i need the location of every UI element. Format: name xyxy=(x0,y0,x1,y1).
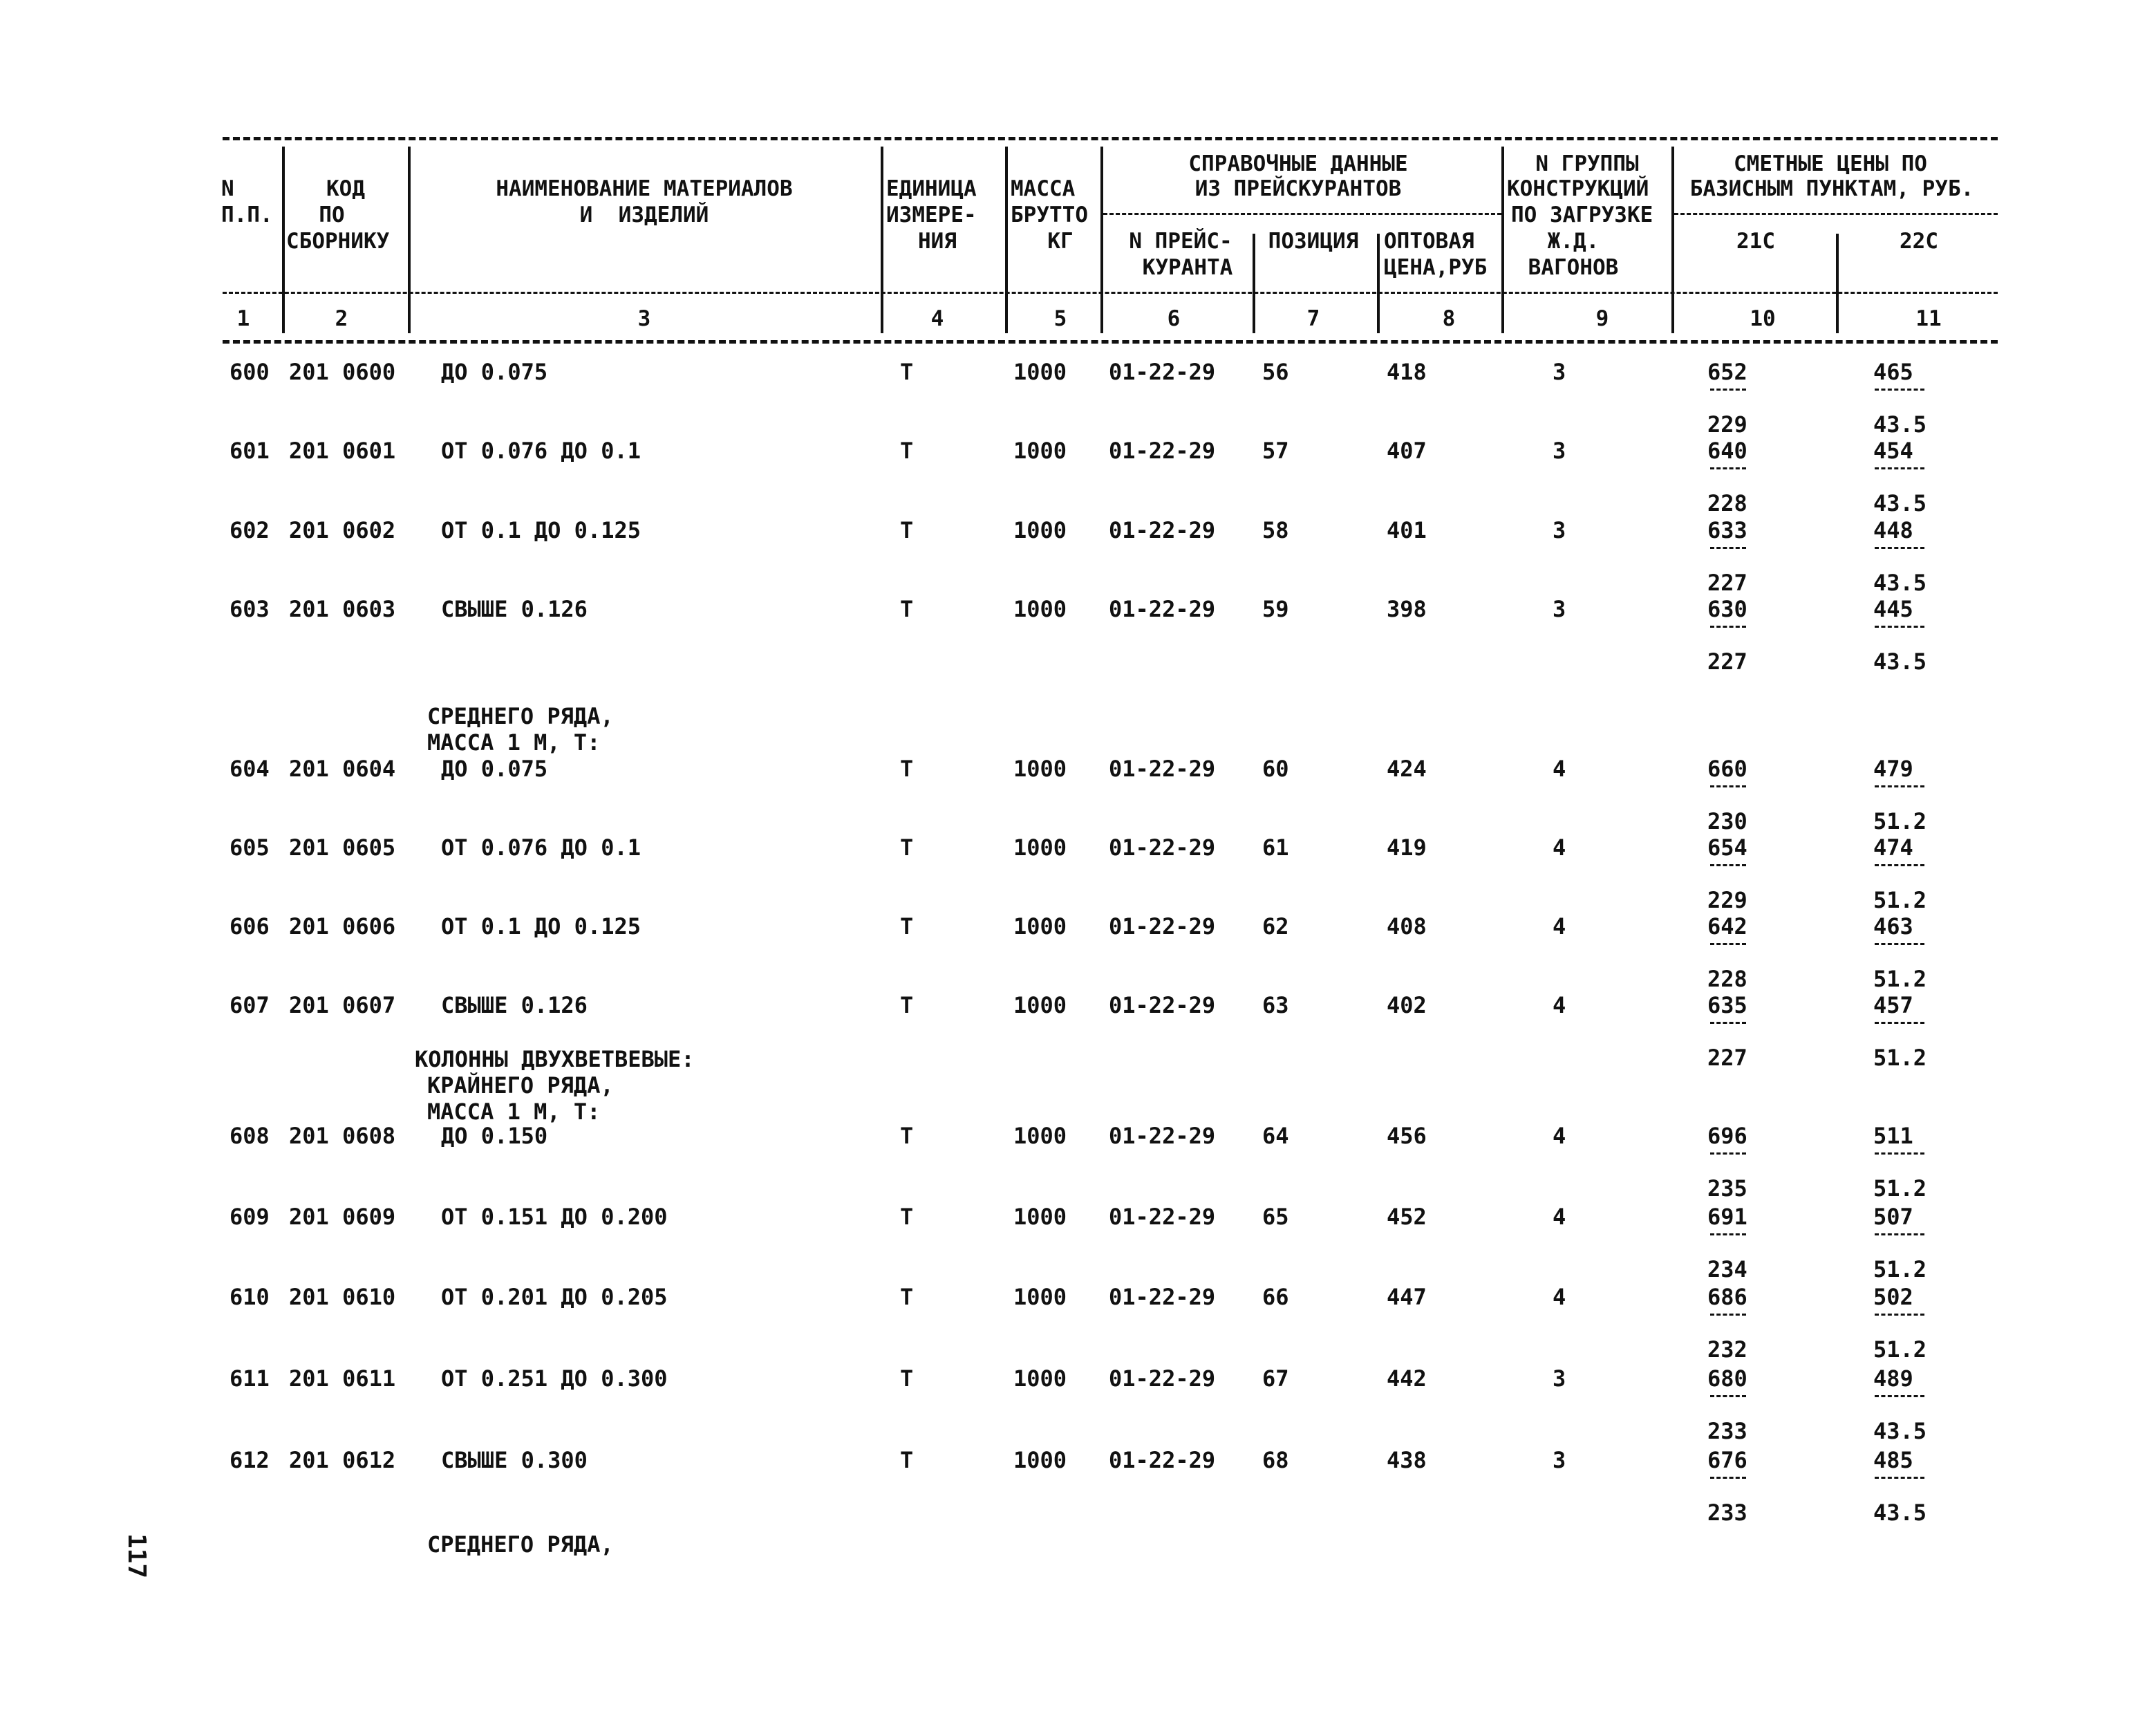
row-unit: Т xyxy=(900,1365,914,1392)
row-group: 3 xyxy=(1553,1447,1566,1473)
row-price-21c-top: 660 xyxy=(1707,756,1747,782)
row-wholesale-price: 401 xyxy=(1387,517,1427,543)
row-price-22c-top: 507 xyxy=(1873,1204,1913,1230)
header-label: БРУТТО xyxy=(1011,203,1088,227)
header-label: ЦЕНА,РУБ xyxy=(1384,255,1488,280)
fraction-bar xyxy=(1710,626,1746,628)
header-label: КГ xyxy=(1047,229,1074,254)
row-mass: 1000 xyxy=(1013,1447,1067,1473)
row-price-22c-top: 485 xyxy=(1873,1447,1913,1473)
header-label: ОПТОВАЯ xyxy=(1384,229,1474,254)
row-code: 201 0606 xyxy=(289,913,396,940)
row-mass: 1000 xyxy=(1013,1365,1067,1392)
row-wholesale-price: 456 xyxy=(1387,1123,1427,1149)
row-unit: Т xyxy=(900,1447,914,1473)
header-label: N xyxy=(221,176,234,201)
subheading: КОЛОННЫ ДВУХВЕТВЕВЫЕ: xyxy=(415,1046,695,1072)
row-price-21c-top: 633 xyxy=(1707,517,1747,543)
row-price-22c-bottom: 43.5 xyxy=(1873,490,1927,516)
row-price-22c-top: 454 xyxy=(1873,438,1913,464)
header-label: СБОРНИКУ xyxy=(286,229,390,254)
col-divider xyxy=(408,147,411,307)
col-number: 9 xyxy=(1595,306,1609,331)
row-number: 607 xyxy=(229,992,270,1018)
header-label: 22С xyxy=(1900,229,1938,254)
fraction-bar xyxy=(1875,626,1924,628)
row-position: 64 xyxy=(1262,1123,1289,1149)
row-group: 4 xyxy=(1553,992,1566,1018)
row-mass: 1000 xyxy=(1013,756,1067,782)
header-bottom-rule xyxy=(223,340,1998,344)
fraction-bar xyxy=(1875,389,1924,391)
row-price-21c-bottom: 228 xyxy=(1707,490,1747,516)
row-wholesale-price: 407 xyxy=(1387,438,1427,464)
row-wholesale-price: 419 xyxy=(1387,834,1427,861)
col-divider xyxy=(881,307,883,333)
fraction-bar xyxy=(1875,467,1924,469)
header-label: НАИМЕНОВАНИЕ МАТЕРИАЛОВ xyxy=(496,176,793,201)
header-top-rule xyxy=(223,137,1998,140)
row-group: 3 xyxy=(1553,438,1566,464)
subheading: КРАЙНЕГО РЯДА, xyxy=(427,1072,614,1099)
row-position: 58 xyxy=(1262,517,1289,543)
row-price-21c-bottom: 234 xyxy=(1707,1256,1747,1282)
col-number: 3 xyxy=(637,306,651,331)
row-code: 201 0602 xyxy=(289,517,396,543)
row-mass: 1000 xyxy=(1013,834,1067,861)
row-price-list: 01-22-29 xyxy=(1109,913,1216,940)
row-unit: Т xyxy=(900,756,914,782)
price-group-rule xyxy=(1674,213,1998,215)
row-price-22c-bottom: 51.2 xyxy=(1873,1045,1927,1071)
row-position: 66 xyxy=(1262,1284,1289,1310)
row-price-21c-bottom: 233 xyxy=(1707,1500,1747,1526)
ref-group-rule xyxy=(1103,213,1501,215)
row-mass: 1000 xyxy=(1013,438,1067,464)
col-divider xyxy=(1836,307,1839,333)
row-position: 56 xyxy=(1262,359,1289,385)
header-label: N ПРЕЙС- xyxy=(1129,229,1232,254)
row-price-list: 01-22-29 xyxy=(1109,992,1216,1018)
row-name: ОТ 0.1 ДО 0.125 xyxy=(441,913,641,940)
header-label: 21С xyxy=(1736,229,1775,254)
row-price-list: 01-22-29 xyxy=(1109,596,1216,622)
row-price-21c-top: 652 xyxy=(1707,359,1747,385)
row-mass: 1000 xyxy=(1013,1204,1067,1230)
row-group: 4 xyxy=(1553,834,1566,861)
row-mass: 1000 xyxy=(1013,913,1067,940)
row-price-21c-top: 680 xyxy=(1707,1365,1747,1392)
fraction-bar xyxy=(1875,1395,1924,1397)
row-unit: Т xyxy=(900,359,914,385)
col-divider xyxy=(1501,307,1504,333)
col-divider xyxy=(1005,147,1008,307)
row-price-21c-bottom: 227 xyxy=(1707,648,1747,675)
col-divider xyxy=(1671,307,1674,333)
row-wholesale-price: 442 xyxy=(1387,1365,1427,1392)
row-mass: 1000 xyxy=(1013,1284,1067,1310)
col-divider xyxy=(1836,234,1839,307)
row-price-21c-top: 640 xyxy=(1707,438,1747,464)
row-number: 609 xyxy=(229,1204,270,1230)
row-group: 3 xyxy=(1553,359,1566,385)
col1-header xyxy=(221,178,234,200)
header-label: МАССА xyxy=(1011,176,1076,201)
row-name: ОТ 0.251 ДО 0.300 xyxy=(441,1365,668,1392)
row-number: 604 xyxy=(229,756,270,782)
subheading: СРЕДНЕГО РЯДА, xyxy=(427,1531,614,1558)
row-price-21c-top: 654 xyxy=(1707,834,1747,861)
row-group: 4 xyxy=(1553,1204,1566,1230)
row-name: ОТ 0.076 ДО 0.1 xyxy=(441,834,641,861)
row-code: 201 0607 xyxy=(289,992,396,1018)
row-price-list: 01-22-29 xyxy=(1109,1204,1216,1230)
col-divider xyxy=(1005,307,1008,333)
row-unit: Т xyxy=(900,517,914,543)
row-price-21c-bottom: 229 xyxy=(1707,887,1747,913)
row-unit: Т xyxy=(900,438,914,464)
col-divider xyxy=(1100,307,1103,333)
fraction-bar xyxy=(1710,467,1746,469)
header-label: ИЗМЕРЕ- xyxy=(886,203,977,227)
header-label: И ИЗДЕЛИЙ xyxy=(579,203,709,227)
row-price-22c-top: 479 xyxy=(1873,756,1913,782)
row-unit: Т xyxy=(900,1284,914,1310)
row-unit: Т xyxy=(900,1204,914,1230)
col-number: 5 xyxy=(1053,306,1067,331)
row-code: 201 0608 xyxy=(289,1123,396,1149)
col-divider xyxy=(1253,307,1255,333)
fraction-bar xyxy=(1710,864,1746,866)
row-name: ОТ 0.151 ДО 0.200 xyxy=(441,1204,668,1230)
row-price-22c-top: 474 xyxy=(1873,834,1913,861)
fraction-bar xyxy=(1875,1314,1924,1316)
row-group: 3 xyxy=(1553,596,1566,622)
header-label: ПО ЗАГРУЗКЕ xyxy=(1511,203,1653,227)
row-name: СВЫШЕ 0.126 xyxy=(441,596,588,622)
row-price-21c-top: 676 xyxy=(1707,1447,1747,1473)
fraction-bar xyxy=(1710,1233,1746,1235)
header-label: КУРАНТА xyxy=(1142,255,1233,280)
row-price-22c-top: 463 xyxy=(1873,913,1913,940)
row-price-22c-bottom: 43.5 xyxy=(1873,648,1927,675)
col-number: 6 xyxy=(1167,306,1181,331)
row-number: 601 xyxy=(229,438,270,464)
row-number: 608 xyxy=(229,1123,270,1149)
row-code: 201 0601 xyxy=(289,438,396,464)
row-wholesale-price: 408 xyxy=(1387,913,1427,940)
header-label: КОНСТРУКЦИЙ xyxy=(1507,176,1649,201)
header-label: N ГРУППЫ xyxy=(1535,151,1639,176)
row-name: СВЫШЕ 0.300 xyxy=(441,1447,588,1473)
row-price-list: 01-22-29 xyxy=(1109,1284,1216,1310)
row-group: 3 xyxy=(1553,1365,1566,1392)
subheading: МАССА 1 М, Т: xyxy=(427,729,601,756)
row-price-22c-top: 465 xyxy=(1873,359,1913,385)
col-divider xyxy=(1671,147,1674,307)
row-wholesale-price: 452 xyxy=(1387,1204,1427,1230)
row-price-21c-bottom: 235 xyxy=(1707,1175,1747,1202)
row-price-22c-top: 489 xyxy=(1873,1365,1913,1392)
row-price-21c-top: 691 xyxy=(1707,1204,1747,1230)
row-price-21c-top: 696 xyxy=(1707,1123,1747,1149)
subheading: СРЕДНЕГО РЯДА, xyxy=(427,703,614,729)
row-name: СВЫШЕ 0.126 xyxy=(441,992,588,1018)
fraction-bar xyxy=(1875,1022,1924,1024)
row-price-22c-top: 445 xyxy=(1873,596,1913,622)
col-number: 8 xyxy=(1442,306,1456,331)
col-divider xyxy=(881,147,883,307)
col-number: 1 xyxy=(236,306,250,331)
fraction-bar xyxy=(1875,1233,1924,1235)
row-position: 60 xyxy=(1262,756,1289,782)
row-price-22c-bottom: 51.2 xyxy=(1873,1336,1927,1363)
row-price-list: 01-22-29 xyxy=(1109,1123,1216,1149)
row-price-22c-bottom: 51.2 xyxy=(1873,1175,1927,1202)
col-divider xyxy=(1501,147,1504,307)
row-code: 201 0600 xyxy=(289,359,396,385)
row-price-list: 01-22-29 xyxy=(1109,834,1216,861)
row-wholesale-price: 424 xyxy=(1387,756,1427,782)
row-price-21c-top: 635 xyxy=(1707,992,1747,1018)
row-price-list: 01-22-29 xyxy=(1109,517,1216,543)
row-name: ДО 0.150 xyxy=(441,1123,548,1149)
subheading: МАССА 1 М, Т: xyxy=(427,1099,601,1125)
fraction-bar xyxy=(1710,1022,1746,1024)
col-divider xyxy=(282,307,285,333)
row-unit: Т xyxy=(900,913,914,940)
row-group: 4 xyxy=(1553,756,1566,782)
header-label: СПРАВОЧНЫЕ ДАННЫЕ xyxy=(1188,151,1408,176)
row-price-22c-bottom: 43.5 xyxy=(1873,570,1927,596)
row-position: 63 xyxy=(1262,992,1289,1018)
row-price-22c-bottom: 43.5 xyxy=(1873,411,1927,438)
header-label: ПОЗИЦИЯ xyxy=(1268,229,1359,254)
row-wholesale-price: 418 xyxy=(1387,359,1427,385)
row-mass: 1000 xyxy=(1013,992,1067,1018)
col-divider xyxy=(1377,307,1380,333)
header-label: ВАГОНОВ xyxy=(1528,255,1619,280)
row-position: 57 xyxy=(1262,438,1289,464)
header-label: БАЗИСНЫМ ПУНКТАМ, РУБ. xyxy=(1689,176,1974,201)
row-price-22c-top: 448 xyxy=(1873,517,1913,543)
fraction-bar xyxy=(1710,1395,1746,1397)
header-label: КОД xyxy=(326,176,365,201)
row-unit: Т xyxy=(900,1123,914,1149)
col-divider xyxy=(1377,234,1380,307)
row-wholesale-price: 398 xyxy=(1387,596,1427,622)
col-number: 7 xyxy=(1306,306,1320,331)
col-divider xyxy=(1100,147,1103,307)
row-price-22c-bottom: 43.5 xyxy=(1873,1418,1927,1444)
row-number: 611 xyxy=(229,1365,270,1392)
row-number: 602 xyxy=(229,517,270,543)
row-unit: Т xyxy=(900,834,914,861)
row-name: ОТ 0.1 ДО 0.125 xyxy=(441,517,641,543)
row-group: 4 xyxy=(1553,1284,1566,1310)
row-number: 600 xyxy=(229,359,270,385)
row-price-22c-bottom: 51.2 xyxy=(1873,887,1927,913)
row-price-22c-bottom: 51.2 xyxy=(1873,808,1927,834)
row-code: 201 0612 xyxy=(289,1447,396,1473)
row-group: 3 xyxy=(1553,517,1566,543)
row-number: 605 xyxy=(229,834,270,861)
header-label: Ж.Д. xyxy=(1547,229,1600,254)
row-number: 610 xyxy=(229,1284,270,1310)
row-position: 61 xyxy=(1262,834,1289,861)
row-code: 201 0603 xyxy=(289,596,396,622)
row-group: 4 xyxy=(1553,1123,1566,1149)
row-price-22c-bottom: 43.5 xyxy=(1873,1500,1927,1526)
header-label: ПО xyxy=(319,203,345,227)
row-price-21c-bottom: 228 xyxy=(1707,966,1747,992)
row-code: 201 0610 xyxy=(289,1284,396,1310)
row-wholesale-price: 402 xyxy=(1387,992,1427,1018)
header-label: П.П. xyxy=(221,203,273,227)
row-number: 612 xyxy=(229,1447,270,1473)
row-position: 59 xyxy=(1262,596,1289,622)
fraction-bar xyxy=(1710,943,1746,945)
row-code: 201 0611 xyxy=(289,1365,396,1392)
fraction-bar xyxy=(1710,785,1746,787)
header-label: ЕДИНИЦА xyxy=(886,176,977,201)
row-group: 4 xyxy=(1553,913,1566,940)
col-divider xyxy=(282,147,285,307)
fraction-bar xyxy=(1875,1477,1924,1479)
row-name: ОТ 0.076 ДО 0.1 xyxy=(441,438,641,464)
header-label: ИЗ ПРЕЙСКУРАНТОВ xyxy=(1194,176,1402,201)
row-price-21c-bottom: 227 xyxy=(1707,570,1747,596)
row-unit: Т xyxy=(900,992,914,1018)
row-name: ОТ 0.201 ДО 0.205 xyxy=(441,1284,668,1310)
row-number: 606 xyxy=(229,913,270,940)
row-price-list: 01-22-29 xyxy=(1109,1447,1216,1473)
row-price-21c-bottom: 230 xyxy=(1707,808,1747,834)
row-mass: 1000 xyxy=(1013,1123,1067,1149)
col-number: 4 xyxy=(930,306,944,331)
page-number: 117 xyxy=(122,1533,151,1579)
row-price-22c-bottom: 51.2 xyxy=(1873,966,1927,992)
row-position: 65 xyxy=(1262,1204,1289,1230)
row-code: 201 0609 xyxy=(289,1204,396,1230)
col-number: 2 xyxy=(335,306,348,331)
row-name: ДО 0.075 xyxy=(441,359,548,385)
col-number: 10 xyxy=(1750,306,1776,331)
fraction-bar xyxy=(1875,547,1924,549)
row-number: 603 xyxy=(229,596,270,622)
col-divider xyxy=(408,307,411,333)
row-price-list: 01-22-29 xyxy=(1109,1365,1216,1392)
fraction-bar xyxy=(1710,547,1746,549)
col-number: 11 xyxy=(1915,306,1942,331)
header-label: НИЯ xyxy=(918,229,957,254)
row-position: 68 xyxy=(1262,1447,1289,1473)
row-price-list: 01-22-29 xyxy=(1109,359,1216,385)
row-price-21c-bottom: 227 xyxy=(1707,1045,1747,1071)
col-divider xyxy=(1253,234,1255,307)
col1-header xyxy=(221,205,273,226)
row-price-21c-top: 686 xyxy=(1707,1284,1747,1310)
fraction-bar xyxy=(1710,389,1746,391)
row-price-21c-bottom: 232 xyxy=(1707,1336,1747,1363)
fraction-bar xyxy=(1710,1477,1746,1479)
row-position: 67 xyxy=(1262,1365,1289,1392)
fraction-bar xyxy=(1875,943,1924,945)
header-mid-rule xyxy=(223,292,1998,294)
fraction-bar xyxy=(1710,1314,1746,1316)
row-price-21c-bottom: 229 xyxy=(1707,411,1747,438)
fraction-bar xyxy=(1875,1152,1924,1155)
fraction-bar xyxy=(1710,1152,1746,1155)
row-name: ДО 0.075 xyxy=(441,756,548,782)
row-price-list: 01-22-29 xyxy=(1109,438,1216,464)
row-code: 201 0604 xyxy=(289,756,396,782)
fraction-bar xyxy=(1875,785,1924,787)
row-price-22c-bottom: 51.2 xyxy=(1873,1256,1927,1282)
row-price-21c-top: 630 xyxy=(1707,596,1747,622)
row-price-22c-top: 502 xyxy=(1873,1284,1913,1310)
row-price-22c-top: 457 xyxy=(1873,992,1913,1018)
fraction-bar xyxy=(1875,864,1924,866)
row-position: 62 xyxy=(1262,913,1289,940)
row-price-21c-bottom: 233 xyxy=(1707,1418,1747,1444)
row-price-21c-top: 642 xyxy=(1707,913,1747,940)
header-label: СМЕТНЫЕ ЦЕНЫ ПО xyxy=(1734,151,1927,176)
row-wholesale-price: 438 xyxy=(1387,1447,1427,1473)
row-mass: 1000 xyxy=(1013,596,1067,622)
row-mass: 1000 xyxy=(1013,359,1067,385)
row-code: 201 0605 xyxy=(289,834,396,861)
row-wholesale-price: 447 xyxy=(1387,1284,1427,1310)
row-price-list: 01-22-29 xyxy=(1109,756,1216,782)
row-price-22c-top: 511 xyxy=(1873,1123,1913,1149)
row-unit: Т xyxy=(900,596,914,622)
row-mass: 1000 xyxy=(1013,517,1067,543)
